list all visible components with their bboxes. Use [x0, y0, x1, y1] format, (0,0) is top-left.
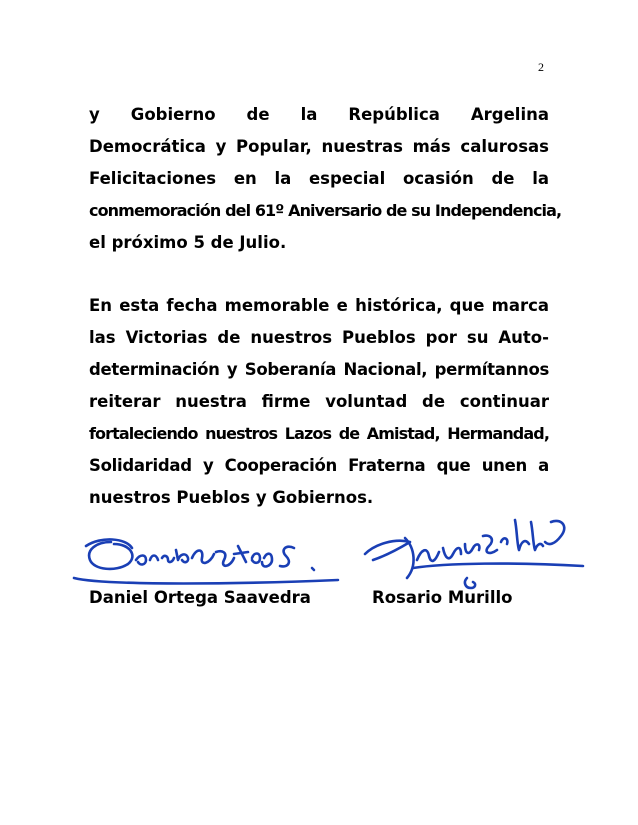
text-line: determinación y Soberanía Nacional, permítannos [89, 360, 549, 379]
signer-name-murillo: Rosario Murillo [372, 588, 513, 607]
text-line: Democrática y Popular, nuestras más calurosas [89, 137, 549, 156]
text-line: las Victorias de nuestros Pueblos por su Auto- [89, 328, 549, 347]
text-line: el próximo 5 de Julio. [89, 233, 287, 252]
text-line: conmemoración del 61º Aniversario de su Independencia, [89, 201, 562, 220]
text-line: nuestros Pueblos y Gobiernos. [89, 488, 374, 507]
page-number: 2 [538, 60, 544, 74]
paragraph-congratulations [89, 99, 562, 259]
signer-name-ortega: Daniel Ortega Saavedra [89, 588, 311, 607]
paragraph-commitment [89, 290, 549, 514]
text-line: Solidaridad y Cooperación Fraterna que unen a [89, 456, 549, 475]
text-line: Felicitaciones en la especial ocasión de la [89, 169, 549, 188]
text-line: En esta fecha memorable e histórica, que marca [89, 296, 549, 315]
text-line: y Gobierno de la República Argelina [89, 105, 549, 124]
text-line: fortaleciendo nuestros Lazos de Amistad, Hermandad, [89, 424, 549, 443]
signature-ortega-image [66, 528, 346, 590]
text-line: reiterar nuestra firme voluntad de continuar [89, 392, 549, 411]
